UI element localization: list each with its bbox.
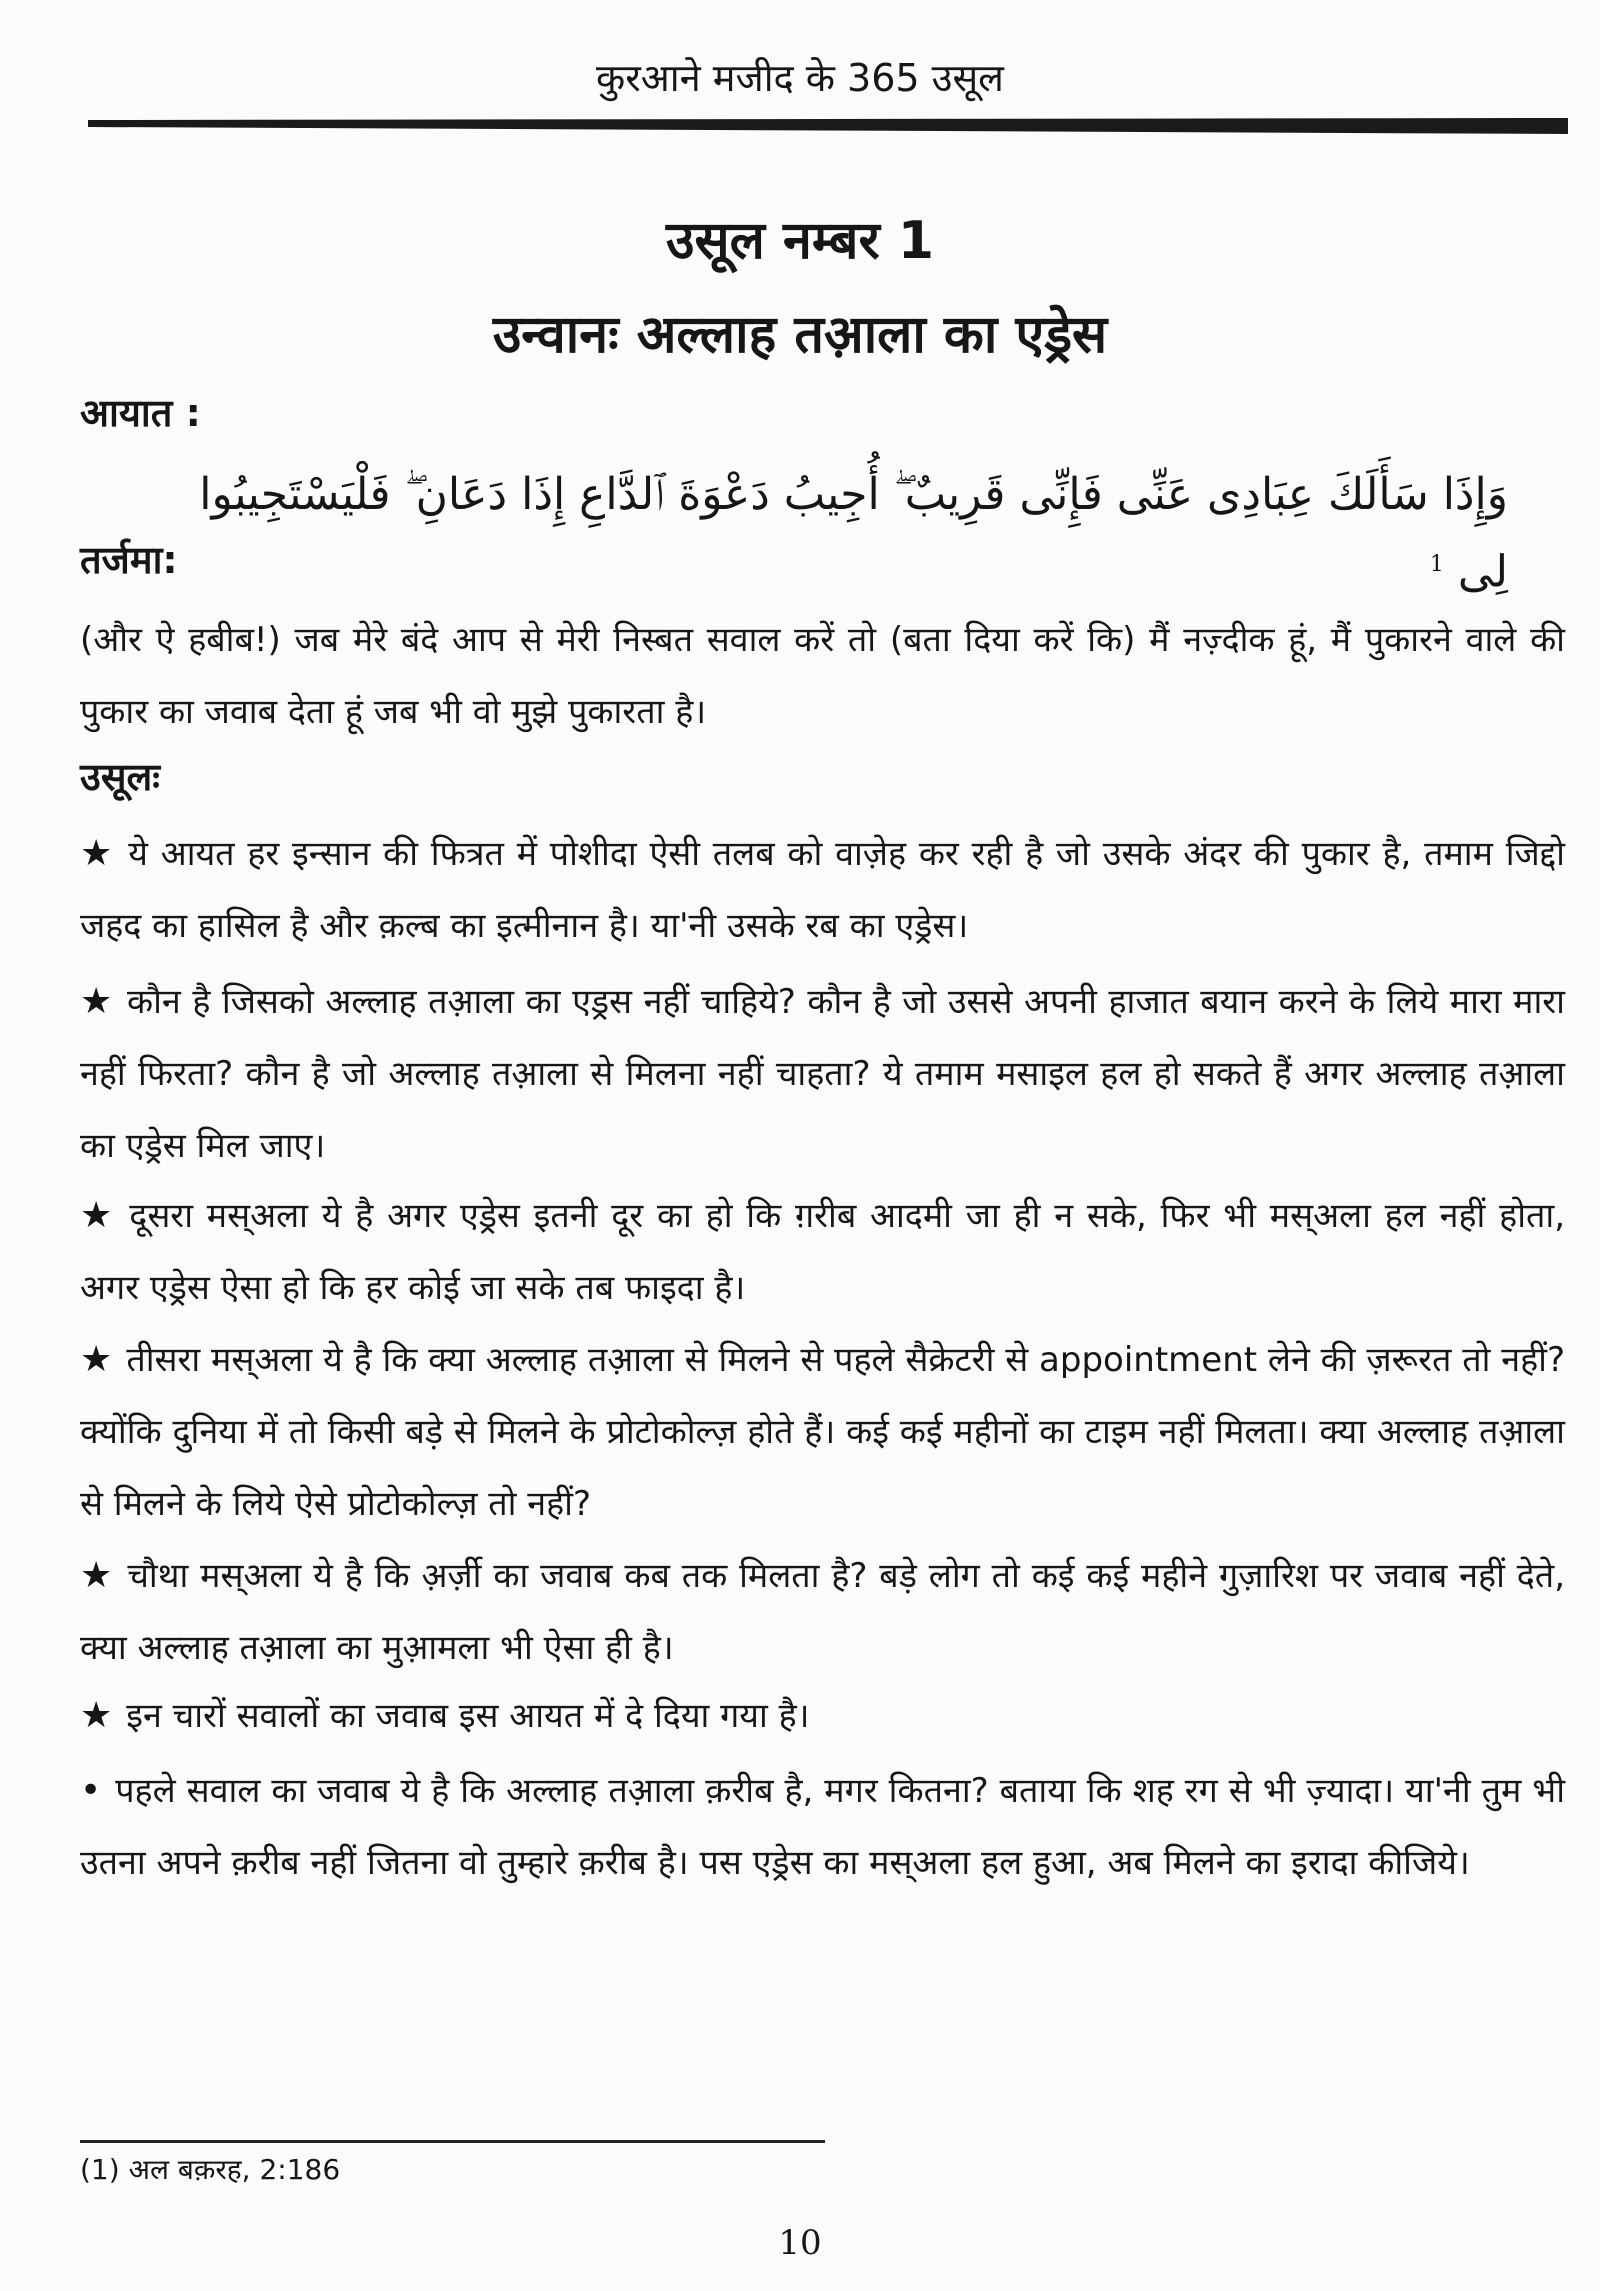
star-icon: ★ xyxy=(80,1339,113,1380)
point-1 xyxy=(80,818,1565,962)
star-icon: ★ xyxy=(80,981,113,1022)
tarjama-label: तर्जमा: xyxy=(80,538,178,582)
usool-number-heading: उसूल नम्बर 1 xyxy=(665,211,934,271)
translation-text: (और ऐ हबीब!) जब मेरे बंदे आप से मेरी निस्बत सवाल करें तो (बता दिया करें कि) मैं नज़्दीक हूं, मैं पुकारने वाले की पुकार का जवाब देता हूं जब भी वो मुझे पुकारता है। xyxy=(80,620,1565,732)
point-text: पहले सवाल का जवाब ये है कि अल्लाह तआ़ला क़रीब है, मगर कितना? बताया कि शह रग से भी ज़्यादा। या'नी तुम भी उतना अपने क़रीब नहीं जितना वो तुम्हारे क़रीब है। पस एड्रेस का मस्अला हल हुआ, अब मिलने का इरादा कीजिये। xyxy=(80,1771,1565,1883)
ayat-label: आयात : xyxy=(80,391,201,435)
star-icon: ★ xyxy=(80,1695,113,1736)
subject-heading: उन्वानः अल्लाह तआ़ला का एड्रेस xyxy=(492,305,1108,365)
point-text: कौन है जिसको अल्लाह तआ़ला का एड्रस नहीं चाहिये? कौन है जो उससे अपनी हाजात बयान करने के लिये मारा मारा नहीं फिरता? कौन है जो अल्लाह तआ़ला से मिलना नहीं चाहता? ये तमाम मसाइल हल हो सकते हैं अगर अल्लाह तआ़ला का एड्रेस मिल जाए। xyxy=(80,982,1565,1166)
star-icon: ★ xyxy=(80,833,115,874)
footnote: (1) अल बक़रह, 2:186 xyxy=(80,2153,341,2186)
running-title: कुरआने मजीद के 365 उसूल xyxy=(596,56,1004,100)
footnote-rule xyxy=(80,2140,825,2143)
point-text: दूसरा मस्अला ये है अगर एड्रेस इतनी दूर का हो कि ग़रीब आदमी जा ही न सके, फिर भी मस्अला हल नहीं होता, अगर एड्रेस ऐसा हो कि हर कोई जा सके तब फाइदा है। xyxy=(80,1196,1565,1308)
point-text: तीसरा मस्अला ये है कि क्या अल्लाह तआ़ला से मिलने से पहले सैक्रेटरी से appointment लेने की ज़रूरत तो नहीं? क्योंकि दुनिया में तो किसी बड़े से मिलने के प्रोटोकोल्ज़ होते हैं। कई कई महीनों का टाइम नहीं मिलता। क्या अल्लाह तआ़ला से मिलने के लिये ऐसे प्रोटोकोल्ज़ तो नहीं? xyxy=(80,1340,1565,1524)
header-rule xyxy=(88,118,1568,134)
arabic-ayah xyxy=(178,460,1508,608)
point-4 xyxy=(80,1324,1565,1540)
point-2 xyxy=(80,966,1565,1182)
point-text: ये आयत हर इन्सान की फित्रत में पोशीदा ऐसी तलब को वाज़ेह कर रही है जो उसके अंदर की पुकार है, तमाम जिद्दो जहद का हासिल है और क़ल्ब का इत्मीनान है। या'नी उसके रब का एड्रेस। xyxy=(80,834,1565,946)
point-6 xyxy=(80,1680,1565,1752)
usool-label: उसूलः xyxy=(80,755,160,799)
point-text: इन चारों सवालों का जवाब इस आयत में दे दिया गया है। xyxy=(126,1696,810,1736)
ayah-text: وَإِذَا سَأَلَكَ عِبَادِى عَنِّى فَإِنِّى قَرِيبٌ ۖ أُجِيبُ دَعْوَةَ ٱلدَّاعِ إِذَا دَعَانِ ۖ فَلْيَسْتَجِيبُوا لِى xyxy=(199,469,1508,598)
ayah-footnote-marker: 1 xyxy=(1429,552,1444,577)
bullet-dot-icon: • xyxy=(80,1770,102,1811)
point-5 xyxy=(80,1540,1565,1684)
page-number: 10 xyxy=(778,2223,822,2263)
point-7 xyxy=(80,1755,1565,1899)
point-text: चौथा मस्अला ये है कि अ़र्ज़ी का जवाब कब तक मिलता है? बड़े लोग तो कई कई महीने गुज़ारिश पर जवाब नहीं देते, क्या अल्लाह तआ़ला का मुआ़मला भी ऐसा ही है। xyxy=(80,1556,1565,1668)
star-icon: ★ xyxy=(80,1195,116,1236)
star-icon: ★ xyxy=(80,1555,114,1596)
point-3 xyxy=(80,1180,1565,1324)
